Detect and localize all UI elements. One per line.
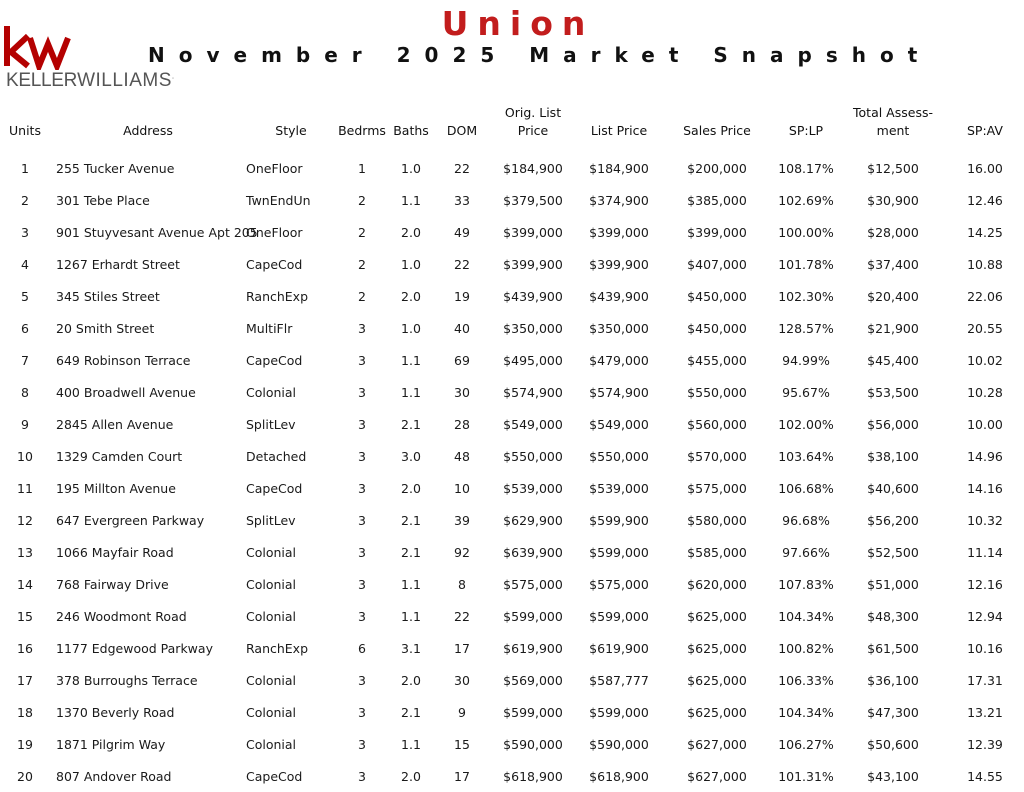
unit-cell: 8 — [21, 384, 29, 400]
unit-cell: 11 — [17, 480, 33, 496]
total-assessment-cell: $50,600 — [867, 736, 919, 752]
unit-cell: 2 — [21, 192, 29, 208]
sp-lp-cell: 101.31% — [778, 768, 834, 784]
dom-cell: 49 — [454, 224, 470, 240]
unit-cell: 20 — [17, 768, 33, 784]
bedrooms-cell: 3 — [358, 480, 366, 496]
sp-av-cell: 10.02 — [967, 352, 1003, 368]
orig-list-price-cell: $350,000 — [503, 320, 563, 336]
total-assessment-cell: $53,500 — [867, 384, 919, 400]
table-row — [0, 536, 1024, 568]
sp-lp-cell: 94.99% — [782, 352, 830, 368]
bedrooms-cell: 6 — [358, 640, 366, 656]
address-cell: 255 Tucker Avenue — [56, 160, 175, 176]
dom-cell: 17 — [454, 640, 470, 656]
table-row — [0, 728, 1024, 760]
address-cell: 647 Evergreen Parkway — [56, 512, 205, 528]
list-price-cell: $599,000 — [589, 544, 649, 560]
address-cell: 1177 Edgewood Parkway — [56, 640, 213, 656]
bedrooms-cell: 3 — [358, 512, 366, 528]
style-cell: Colonial — [246, 576, 297, 592]
unit-cell: 5 — [21, 288, 29, 304]
dom-cell: 22 — [454, 256, 470, 272]
baths-cell: 3.0 — [401, 448, 421, 464]
sp-lp-cell: 104.34% — [778, 704, 834, 720]
style-cell: Colonial — [246, 544, 297, 560]
sales-price-cell: $575,000 — [687, 480, 747, 496]
bedrooms-cell: 3 — [358, 544, 366, 560]
sp-lp-cell: 106.68% — [778, 480, 834, 496]
sp-lp-cell: 104.34% — [778, 608, 834, 624]
dom-cell: 40 — [454, 320, 470, 336]
total-assessment-cell: $36,100 — [867, 672, 919, 688]
total-assessment-cell: $47,300 — [867, 704, 919, 720]
orig-list-price-cell: $575,000 — [503, 576, 563, 592]
table-row — [0, 472, 1024, 504]
sales-price-cell: $620,000 — [687, 576, 747, 592]
table-row — [0, 568, 1024, 600]
list-price-cell: $619,900 — [589, 640, 649, 656]
orig-list-price-cell: $399,900 — [503, 256, 563, 272]
baths-cell: 1.1 — [401, 608, 421, 624]
orig-list-price-cell: $399,000 — [503, 224, 563, 240]
dom-cell: 8 — [458, 576, 466, 592]
address-cell: 1329 Camden Court — [56, 448, 183, 464]
sales-price-cell: $570,000 — [687, 448, 747, 464]
sp-av-cell: 12.16 — [967, 576, 1003, 592]
dom-cell: 92 — [454, 544, 470, 560]
sales-price-cell: $625,000 — [687, 704, 747, 720]
list-price-cell: $539,000 — [589, 480, 649, 496]
sp-av-cell: 14.96 — [967, 448, 1003, 464]
baths-cell: 1.0 — [401, 160, 421, 176]
sp-av-cell: 12.39 — [967, 736, 1003, 752]
sp-av-cell: 16.00 — [967, 160, 1003, 176]
list-price-cell: $374,900 — [589, 192, 649, 208]
address-cell: 1267 Erhardt Street — [56, 256, 180, 272]
orig-list-price-cell: $599,000 — [503, 608, 563, 624]
unit-cell: 10 — [17, 448, 33, 464]
sales-price-cell: $580,000 — [687, 512, 747, 528]
sp-av-cell: 14.55 — [967, 768, 1003, 784]
table-row — [0, 312, 1024, 344]
sp-av-cell: 12.94 — [967, 608, 1003, 624]
address-cell: 2845 Allen Avenue — [56, 416, 174, 432]
style-cell: Detached — [246, 448, 307, 464]
list-price-cell: $439,900 — [589, 288, 649, 304]
sp-lp-cell: 101.78% — [778, 256, 834, 272]
unit-cell: 1 — [21, 160, 29, 176]
unit-cell: 9 — [21, 416, 29, 432]
col-header: Bedrms — [338, 123, 386, 138]
sales-price-cell: $407,000 — [687, 256, 747, 272]
list-price-cell: $599,000 — [589, 608, 649, 624]
orig-list-price-cell: $599,000 — [503, 704, 563, 720]
unit-cell: 15 — [17, 608, 33, 624]
dom-cell: 39 — [454, 512, 470, 528]
baths-cell: 1.1 — [401, 736, 421, 752]
dom-cell: 22 — [454, 608, 470, 624]
list-price-cell: $399,900 — [589, 256, 649, 272]
baths-cell: 1.1 — [401, 192, 421, 208]
unit-cell: 14 — [17, 576, 33, 592]
address-cell: 20 Smith Street — [56, 320, 155, 336]
col-header: DOM — [446, 123, 478, 138]
page-title: Union — [441, 4, 595, 43]
table-row — [0, 696, 1024, 728]
sp-lp-cell: 97.66% — [782, 544, 830, 560]
dom-cell: 48 — [454, 448, 470, 464]
col-header: List Price — [590, 123, 648, 138]
total-assessment-cell: $12,500 — [867, 160, 919, 176]
unit-cell: 16 — [17, 640, 33, 656]
orig-list-price-cell: $379,500 — [503, 192, 563, 208]
sales-price-cell: $625,000 — [687, 608, 747, 624]
bedrooms-cell: 3 — [358, 736, 366, 752]
address-cell: 378 Burroughs Terrace — [56, 672, 198, 688]
sp-lp-cell: 96.68% — [782, 512, 830, 528]
style-cell: SplitLev — [246, 512, 296, 528]
baths-cell: 3.1 — [401, 640, 421, 656]
baths-cell: 2.0 — [401, 224, 421, 240]
dom-cell: 33 — [454, 192, 470, 208]
unit-cell: 13 — [17, 544, 33, 560]
sales-price-cell: $625,000 — [687, 672, 747, 688]
total-assessment-cell: $20,400 — [867, 288, 919, 304]
address-cell: 345 Stiles Street — [56, 288, 160, 304]
style-cell: Colonial — [246, 608, 297, 624]
table-row — [0, 216, 1024, 248]
sales-price-cell: $450,000 — [687, 288, 747, 304]
total-assessment-cell: $51,000 — [867, 576, 919, 592]
col-header: Address — [123, 123, 173, 138]
bedrooms-cell: 1 — [358, 160, 366, 176]
orig-list-price-cell: $184,900 — [503, 160, 563, 176]
style-cell: Colonial — [246, 672, 297, 688]
sp-av-cell: 11.14 — [967, 544, 1003, 560]
sp-lp-cell: 95.67% — [782, 384, 830, 400]
sp-av-cell: 14.16 — [967, 480, 1003, 496]
sales-price-cell: $399,000 — [687, 224, 747, 240]
baths-cell: 2.1 — [401, 544, 421, 560]
sales-price-cell: $560,000 — [687, 416, 747, 432]
style-cell: OneFloor — [246, 224, 303, 240]
style-cell: CapeCod — [246, 768, 303, 784]
col-header: Total Assess-ment — [853, 105, 933, 138]
col-header: Orig. List Price — [504, 105, 562, 138]
sp-av-cell: 10.28 — [967, 384, 1003, 400]
orig-list-price-cell: $439,900 — [503, 288, 563, 304]
unit-cell: 6 — [21, 320, 29, 336]
list-price-cell: $550,000 — [589, 448, 649, 464]
sp-lp-cell: 106.33% — [778, 672, 834, 688]
bedrooms-cell: 3 — [358, 448, 366, 464]
sp-lp-cell: 108.17% — [778, 160, 834, 176]
orig-list-price-cell: $639,900 — [503, 544, 563, 560]
sp-lp-cell: 103.64% — [778, 448, 834, 464]
style-cell: Colonial — [246, 736, 297, 752]
sp-av-cell: 10.00 — [967, 416, 1003, 432]
dom-cell: 17 — [454, 768, 470, 784]
list-price-cell: $399,000 — [589, 224, 649, 240]
sp-lp-cell: 102.00% — [778, 416, 834, 432]
baths-cell: 1.0 — [401, 320, 421, 336]
col-header: Style — [275, 123, 307, 138]
dom-cell: 69 — [454, 352, 470, 368]
baths-cell: 2.1 — [401, 704, 421, 720]
sales-price-cell: $585,000 — [687, 544, 747, 560]
table-row — [0, 504, 1024, 536]
bedrooms-cell: 3 — [358, 384, 366, 400]
sales-price-cell: $385,000 — [687, 192, 747, 208]
bedrooms-cell: 3 — [358, 352, 366, 368]
sp-av-cell: 20.55 — [967, 320, 1003, 336]
bedrooms-cell: 3 — [358, 576, 366, 592]
baths-cell: 2.0 — [401, 672, 421, 688]
orig-list-price-cell: $590,000 — [503, 736, 563, 752]
sp-lp-cell: 107.83% — [778, 576, 834, 592]
address-cell: 400 Broadwell Avenue — [56, 384, 196, 400]
total-assessment-cell: $30,900 — [867, 192, 919, 208]
list-price-cell: $184,900 — [589, 160, 649, 176]
bedrooms-cell: 2 — [358, 192, 366, 208]
unit-cell: 12 — [17, 512, 33, 528]
sales-price-cell: $450,000 — [687, 320, 747, 336]
table-row — [0, 600, 1024, 632]
total-assessment-cell: $56,200 — [867, 512, 919, 528]
col-header: SP:AV — [967, 123, 1003, 138]
bedrooms-cell: 3 — [358, 608, 366, 624]
baths-cell: 1.1 — [401, 576, 421, 592]
sp-lp-cell: 106.27% — [778, 736, 834, 752]
sales-price-cell: $625,000 — [687, 640, 747, 656]
bedrooms-cell: 2 — [358, 288, 366, 304]
sp-lp-cell: 128.57% — [778, 320, 834, 336]
table-row — [0, 664, 1024, 696]
address-cell: 901 Stuyvesant Avenue Apt 205 — [56, 224, 258, 240]
total-assessment-cell: $56,000 — [867, 416, 919, 432]
sp-av-cell: 10.16 — [967, 640, 1003, 656]
sp-lp-cell: 102.30% — [778, 288, 834, 304]
bedrooms-cell: 3 — [358, 704, 366, 720]
style-cell: SplitLev — [246, 416, 296, 432]
list-price-cell: $618,900 — [589, 768, 649, 784]
baths-cell: 2.1 — [401, 512, 421, 528]
dom-cell: 15 — [454, 736, 470, 752]
total-assessment-cell: $21,900 — [867, 320, 919, 336]
total-assessment-cell: $37,400 — [867, 256, 919, 272]
unit-cell: 7 — [21, 352, 29, 368]
list-price-cell: $587,777 — [589, 672, 649, 688]
col-header: Baths — [393, 123, 429, 138]
table-row — [0, 760, 1024, 792]
address-cell: 649 Robinson Terrace — [56, 352, 191, 368]
sp-av-cell: 12.46 — [967, 192, 1003, 208]
col-header: SP:LP — [788, 123, 824, 138]
list-price-cell: $599,000 — [589, 704, 649, 720]
bedrooms-cell: 3 — [358, 416, 366, 432]
address-cell: 807 Andover Road — [56, 768, 172, 784]
unit-cell: 17 — [17, 672, 33, 688]
address-cell: 246 Woodmont Road — [56, 608, 187, 624]
sales-price-cell: $200,000 — [687, 160, 747, 176]
sp-av-cell: 10.88 — [967, 256, 1003, 272]
bedrooms-cell: 3 — [358, 768, 366, 784]
dom-cell: 30 — [454, 672, 470, 688]
table-row — [0, 184, 1024, 216]
dom-cell: 22 — [454, 160, 470, 176]
market-snapshot-table — [0, 92, 1024, 792]
orig-list-price-cell: $569,000 — [503, 672, 563, 688]
page-subtitle: November 2025 Market Snapshot — [148, 43, 932, 67]
unit-cell: 18 — [17, 704, 33, 720]
baths-cell: 1.0 — [401, 256, 421, 272]
sp-av-cell: 17.31 — [967, 672, 1003, 688]
dom-cell: 28 — [454, 416, 470, 432]
table-row — [0, 248, 1024, 280]
list-price-cell: $599,900 — [589, 512, 649, 528]
sp-av-cell: 13.21 — [967, 704, 1003, 720]
style-cell: Colonial — [246, 704, 297, 720]
baths-cell: 2.0 — [401, 768, 421, 784]
baths-cell: 1.1 — [401, 352, 421, 368]
bedrooms-cell: 3 — [358, 672, 366, 688]
table-row — [0, 376, 1024, 408]
list-price-cell: $574,900 — [589, 384, 649, 400]
baths-cell: 1.1 — [401, 384, 421, 400]
dom-cell: 19 — [454, 288, 470, 304]
table-header-row — [0, 92, 1024, 152]
total-assessment-cell: $28,000 — [867, 224, 919, 240]
total-assessment-cell: $48,300 — [867, 608, 919, 624]
list-price-cell: $590,000 — [589, 736, 649, 752]
address-cell: 1066 Mayfair Road — [56, 544, 174, 560]
dom-cell: 9 — [458, 704, 466, 720]
address-cell: 301 Tebe Place — [56, 192, 150, 208]
sales-price-cell: $627,000 — [687, 768, 747, 784]
sales-price-cell: $627,000 — [687, 736, 747, 752]
unit-cell: 3 — [21, 224, 29, 240]
table-row — [0, 440, 1024, 472]
table-row — [0, 152, 1024, 184]
sales-price-cell: $550,000 — [687, 384, 747, 400]
sp-lp-cell: 100.82% — [778, 640, 834, 656]
orig-list-price-cell: $539,000 — [503, 480, 563, 496]
style-cell: Colonial — [246, 384, 297, 400]
style-cell: CapeCod — [246, 256, 303, 272]
bedrooms-cell: 2 — [358, 256, 366, 272]
total-assessment-cell: $61,500 — [867, 640, 919, 656]
style-cell: TwnEndUn — [246, 192, 311, 208]
sp-lp-cell: 100.00% — [778, 224, 834, 240]
total-assessment-cell: $38,100 — [867, 448, 919, 464]
col-header: Units — [9, 123, 41, 138]
address-cell: 1871 Pilgrim Way — [56, 736, 166, 752]
orig-list-price-cell: $619,900 — [503, 640, 563, 656]
col-header: Sales Price — [683, 123, 751, 138]
orig-list-price-cell: $550,000 — [503, 448, 563, 464]
table-row — [0, 280, 1024, 312]
dom-cell: 30 — [454, 384, 470, 400]
bedrooms-cell: 2 — [358, 224, 366, 240]
orig-list-price-cell: $618,900 — [503, 768, 563, 784]
style-cell: CapeCod — [246, 480, 303, 496]
address-cell: 1370 Beverly Road — [56, 704, 175, 720]
list-price-cell: $479,000 — [589, 352, 649, 368]
total-assessment-cell: $40,600 — [867, 480, 919, 496]
dom-cell: 10 — [454, 480, 470, 496]
style-cell: OneFloor — [246, 160, 303, 176]
sp-av-cell: 10.32 — [967, 512, 1003, 528]
bedrooms-cell: 3 — [358, 320, 366, 336]
sp-lp-cell: 102.69% — [778, 192, 834, 208]
style-cell: CapeCod — [246, 352, 303, 368]
table-row — [0, 632, 1024, 664]
address-cell: 195 Millton Avenue — [56, 480, 176, 496]
address-cell: 768 Fairway Drive — [56, 576, 169, 592]
baths-cell: 2.0 — [401, 480, 421, 496]
table-row — [0, 408, 1024, 440]
list-price-cell: $350,000 — [589, 320, 649, 336]
unit-cell: 19 — [17, 736, 33, 752]
total-assessment-cell: $43,100 — [867, 768, 919, 784]
table-body — [0, 152, 1024, 792]
sp-av-cell: 22.06 — [967, 288, 1003, 304]
list-price-cell: $575,000 — [589, 576, 649, 592]
unit-cell: 4 — [21, 256, 29, 272]
sp-av-cell: 14.25 — [967, 224, 1003, 240]
orig-list-price-cell: $629,900 — [503, 512, 563, 528]
logo-wordmark: KELLERWILLIAMS. — [6, 70, 175, 91]
orig-list-price-cell: $574,900 — [503, 384, 563, 400]
table-row — [0, 344, 1024, 376]
total-assessment-cell: $45,400 — [867, 352, 919, 368]
total-assessment-cell: $52,500 — [867, 544, 919, 560]
baths-cell: 2.0 — [401, 288, 421, 304]
orig-list-price-cell: $549,000 — [503, 416, 563, 432]
orig-list-price-cell: $495,000 — [503, 352, 563, 368]
list-price-cell: $549,000 — [589, 416, 649, 432]
style-cell: RanchExp — [246, 288, 309, 304]
baths-cell: 2.1 — [401, 416, 421, 432]
style-cell: MultiFlr — [246, 320, 293, 336]
sales-price-cell: $455,000 — [687, 352, 747, 368]
style-cell: RanchExp — [246, 640, 309, 656]
